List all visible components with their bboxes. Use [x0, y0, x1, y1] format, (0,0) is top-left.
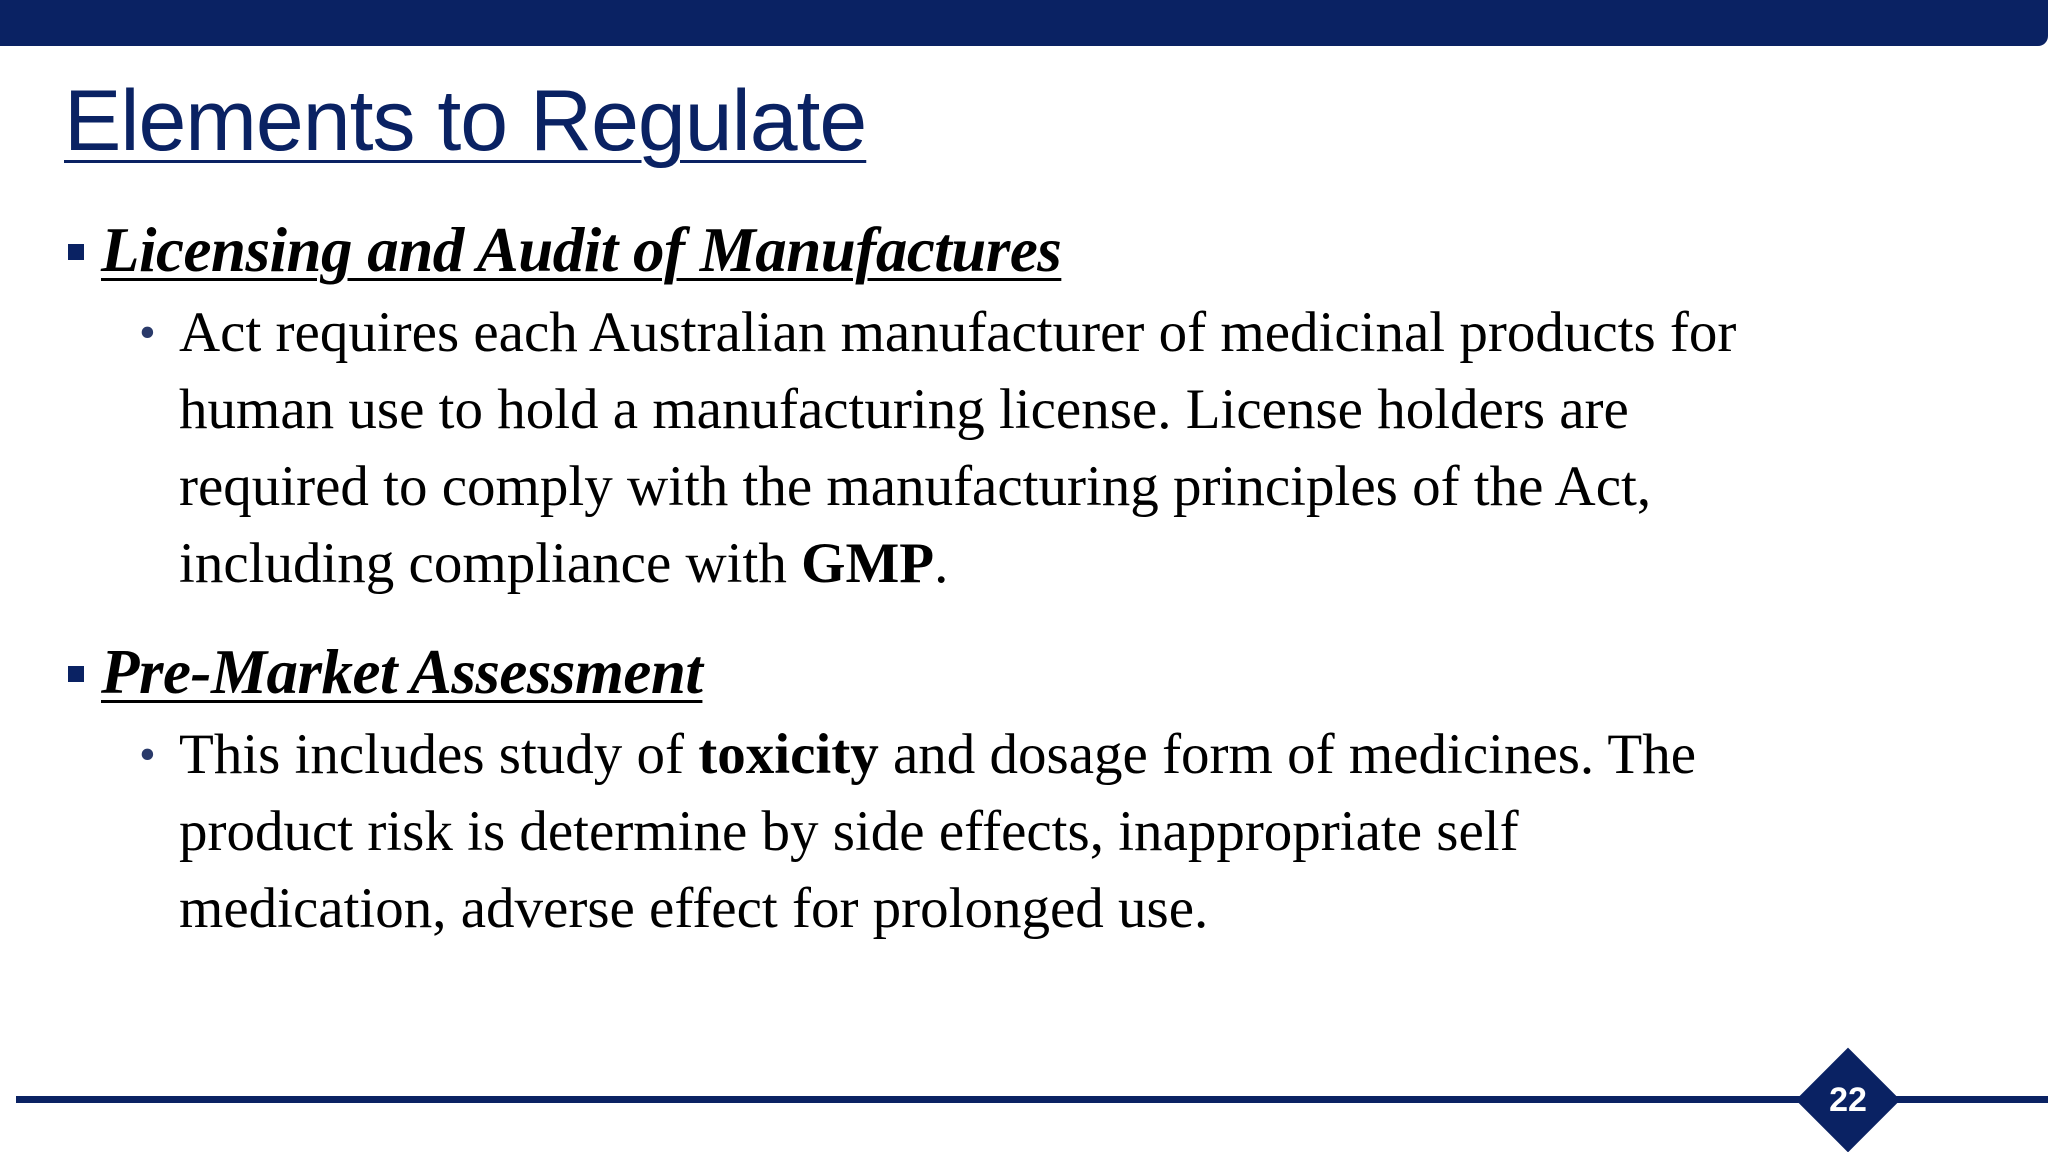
section-heading-row	[68, 630, 2028, 714]
section-heading: Licensing and Audit of Manufactures	[101, 214, 1062, 285]
list-item	[139, 716, 2048, 947]
body-text: Act requires each Australian manufacturer of medicinal products for	[179, 301, 1737, 364]
body-line	[179, 870, 2048, 947]
body-line	[179, 371, 2048, 448]
body-line	[179, 716, 2048, 793]
body-text: human use to hold a manufacturing license. License holders are	[179, 378, 1629, 441]
section-pre-market	[68, 630, 2028, 947]
body-text: medication, adverse effect for prolonged use.	[179, 877, 1209, 940]
body-line	[179, 525, 2048, 602]
body-text: product risk is determine by side effects, inappropriate self	[179, 800, 1519, 863]
body-text: .	[934, 532, 949, 595]
body-text: This includes study of	[179, 723, 699, 786]
section-heading: Pre-Market Assessment	[101, 636, 703, 707]
body-text: including compliance with	[179, 532, 802, 595]
page-number: 22	[1829, 1081, 1867, 1119]
round-bullet-icon: •	[139, 306, 156, 359]
body-line	[179, 448, 2048, 525]
round-bullet-icon: •	[139, 728, 156, 781]
emphasis-toxicity: toxicity	[698, 723, 879, 786]
body-line	[179, 793, 2048, 870]
body-text: required to comply with the manufacturing principles of the Act,	[179, 455, 1652, 518]
emphasis-gmp: GMP	[801, 532, 935, 595]
bottom-rule	[16, 1096, 2048, 1103]
square-bullet-icon	[68, 666, 84, 682]
body-text: and dosage form of medicines. The	[878, 723, 1697, 786]
top-accent-bar	[0, 0, 2048, 46]
slide-title: Elements to Regulate	[64, 73, 867, 169]
section-heading-row	[68, 208, 2028, 292]
page-number-badge	[1797, 1049, 1899, 1151]
square-bullet-icon	[68, 244, 84, 260]
body-line	[179, 294, 2048, 371]
section-licensing	[68, 208, 2028, 602]
list-item	[139, 294, 2048, 602]
